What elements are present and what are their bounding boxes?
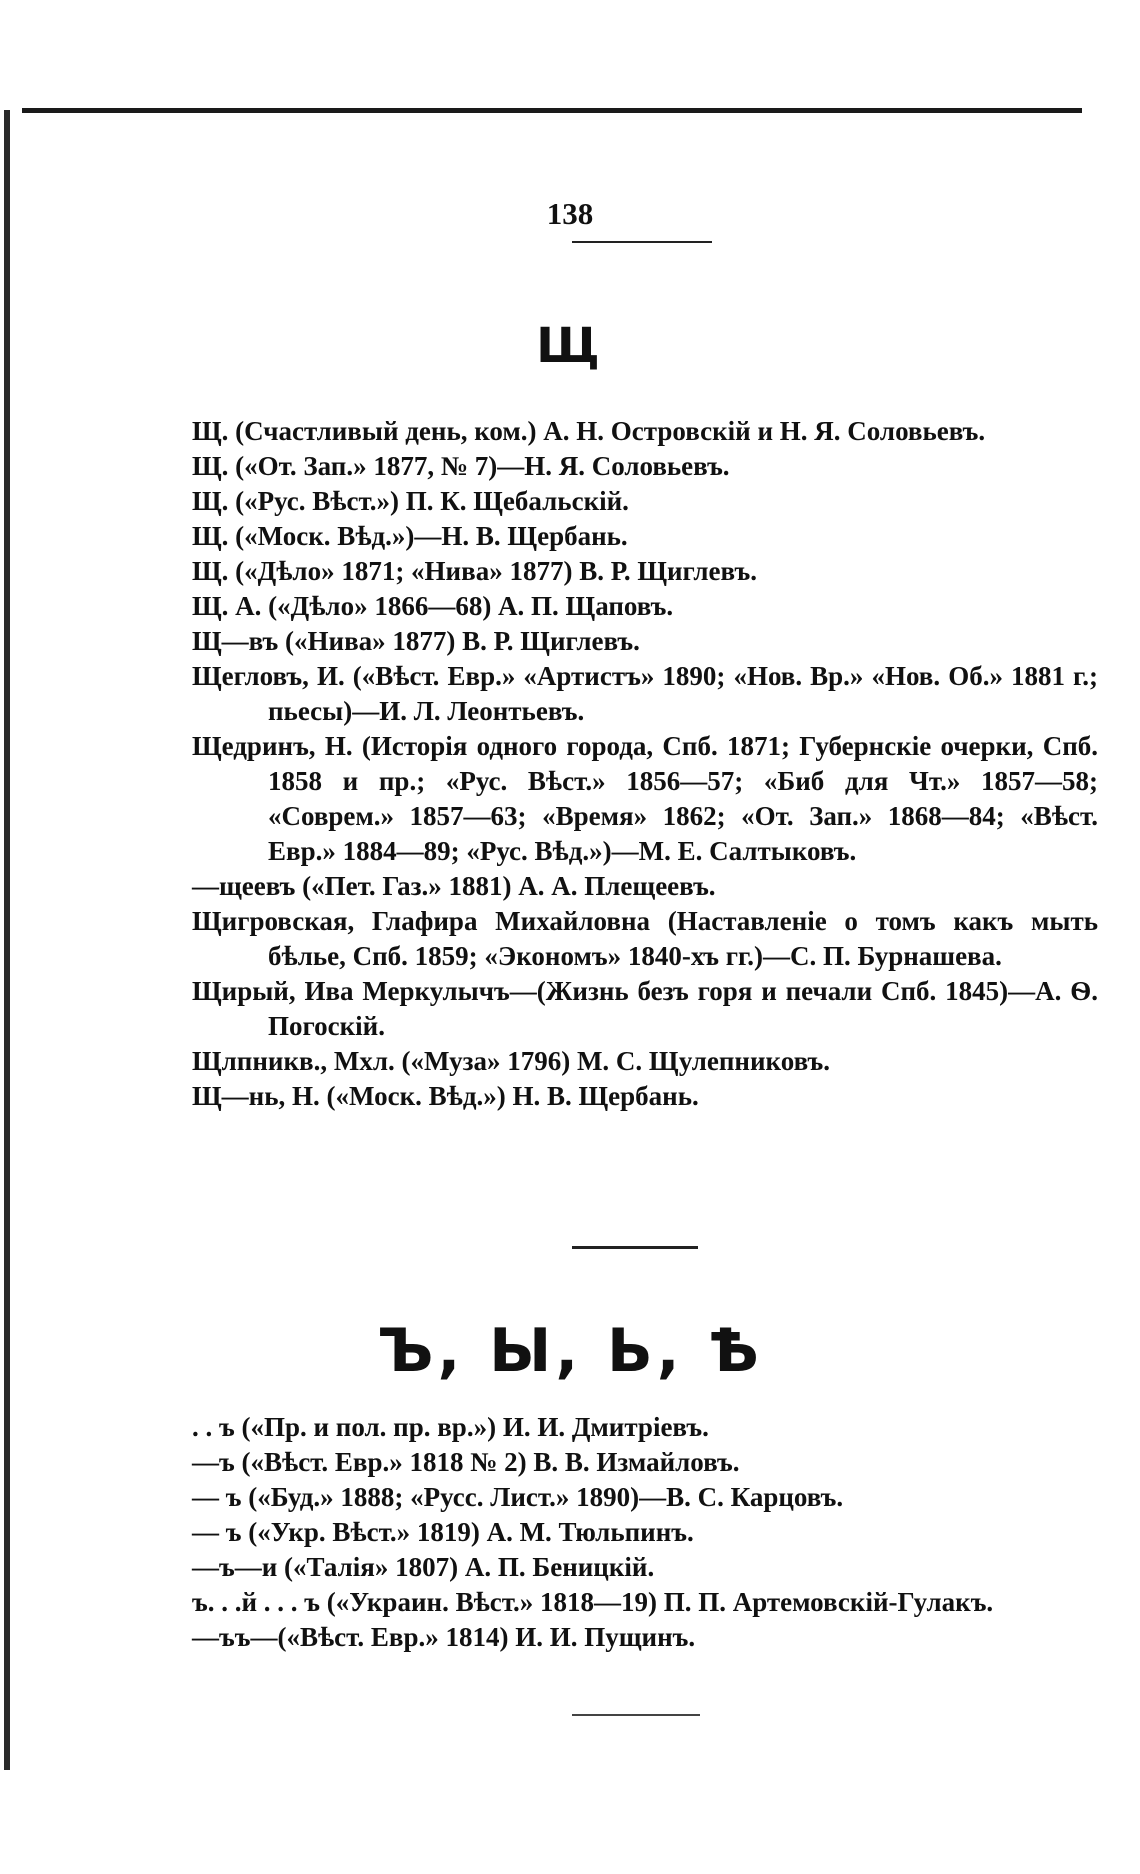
entry: Щегловъ, И. («Вѣст. Евр.» «Артистъ» 1890; «Нов. Вр.» «Нов. Об.» 1881 г.; пьесы)—И. Л. Леонтьевъ.: [192, 661, 1098, 726]
entry: Щ—въ («Нива» 1877) В. Р. Щиглевъ.: [192, 626, 640, 656]
entry: Щ. А. («Дѣло» 1866—68) А. П. Щаповъ.: [192, 591, 674, 621]
entry: Щ. («От. Зап.» 1877, № 7)—Н. Я. Соловьевъ.: [192, 451, 730, 481]
entry: ъ. . .й . . . ъ («Украин. Вѣст.» 1818—19) П. П. Артемовскій-Гулакъ.: [192, 1587, 994, 1617]
entry: Щ. («Рус. Вѣст.») П. К. Щебальскій.: [192, 486, 629, 516]
entry: Щирый, Ива Меркулычъ—(Жизнь безъ горя и печали Спб. 1845)—А. Ѳ. Погоскій.: [192, 976, 1098, 1041]
section-heading-shch: Щ: [536, 318, 604, 374]
section-heading-hard-signs: Ъ, Ы, Ь, Ѣ: [377, 1316, 763, 1386]
entry: Щедринъ, Н. (Исторія одного города, Спб. 1871; Губернскіе очерки, Спб. 1858 и пр.; «Рус. Вѣст.» 1856—57; «Биб для Чт.» 1857—58; «Соврем.» 1857—63; «Время» 1862; «От. Зап.» 1868—84; «Вѣст. Евр.» 1884—89; «Рус. Вѣд.»)—М. Е. Салтыковъ.: [192, 731, 1098, 866]
page-number: 138: [546, 196, 594, 231]
entry: Щигровская, Глафира Михайловна (Наставленіе о томъ какъ мыть бѣлье, Спб. 1859; «Экономъ» 1840-хъ гг.)—С. П. Бурнашева.: [192, 906, 1098, 971]
entry: —щеевъ («Пет. Газ.» 1881) А. А. Плещеевъ.: [192, 871, 716, 901]
entry: —ъъ—(«Вѣст. Евр.» 1814) И. И. Пущинъ.: [192, 1622, 696, 1652]
entry: — ъ («Укр. Вѣст.» 1819) А. М. Тюльпинъ.: [192, 1517, 694, 1547]
entry: Щ. («Моск. Вѣд.»)—Н. В. Щербань.: [192, 521, 628, 551]
entry: Щ. (Счастливый день, ком.) А. Н. Островскій и Н. Я. Соловьевъ.: [192, 416, 986, 446]
entries-hard-signs: [192, 1410, 1098, 1655]
section-divider-rule: [572, 1246, 698, 1249]
entry: —ъ («Вѣст. Евр.» 1818 № 2) В. В. Измайловъ.: [192, 1447, 740, 1477]
entry: . . ъ («Пр. и пол. пр. вр.») И. И. Дмитріевъ.: [192, 1412, 709, 1442]
bottom-rule: [572, 1714, 700, 1716]
entry: —ъ—и («Талія» 1807) А. П. Беницкій.: [192, 1552, 655, 1582]
entry: — ъ («Буд.» 1888; «Русс. Лист.» 1890)—В. С. Карцовъ.: [192, 1482, 844, 1512]
entry: Щ. («Дѣло» 1871; «Нива» 1877) В. Р. Щиглевъ.: [192, 556, 757, 586]
entries-shch: [192, 414, 1098, 1114]
entry: Щ—нь, Н. («Моск. Вѣд.») Н. В. Щербань.: [192, 1081, 699, 1111]
top-rule: [22, 108, 1082, 113]
entry: Щлпникв., Мхл. («Муза» 1796) М. С. Щулепниковъ.: [192, 1046, 830, 1076]
page-number-rule: [572, 241, 712, 243]
